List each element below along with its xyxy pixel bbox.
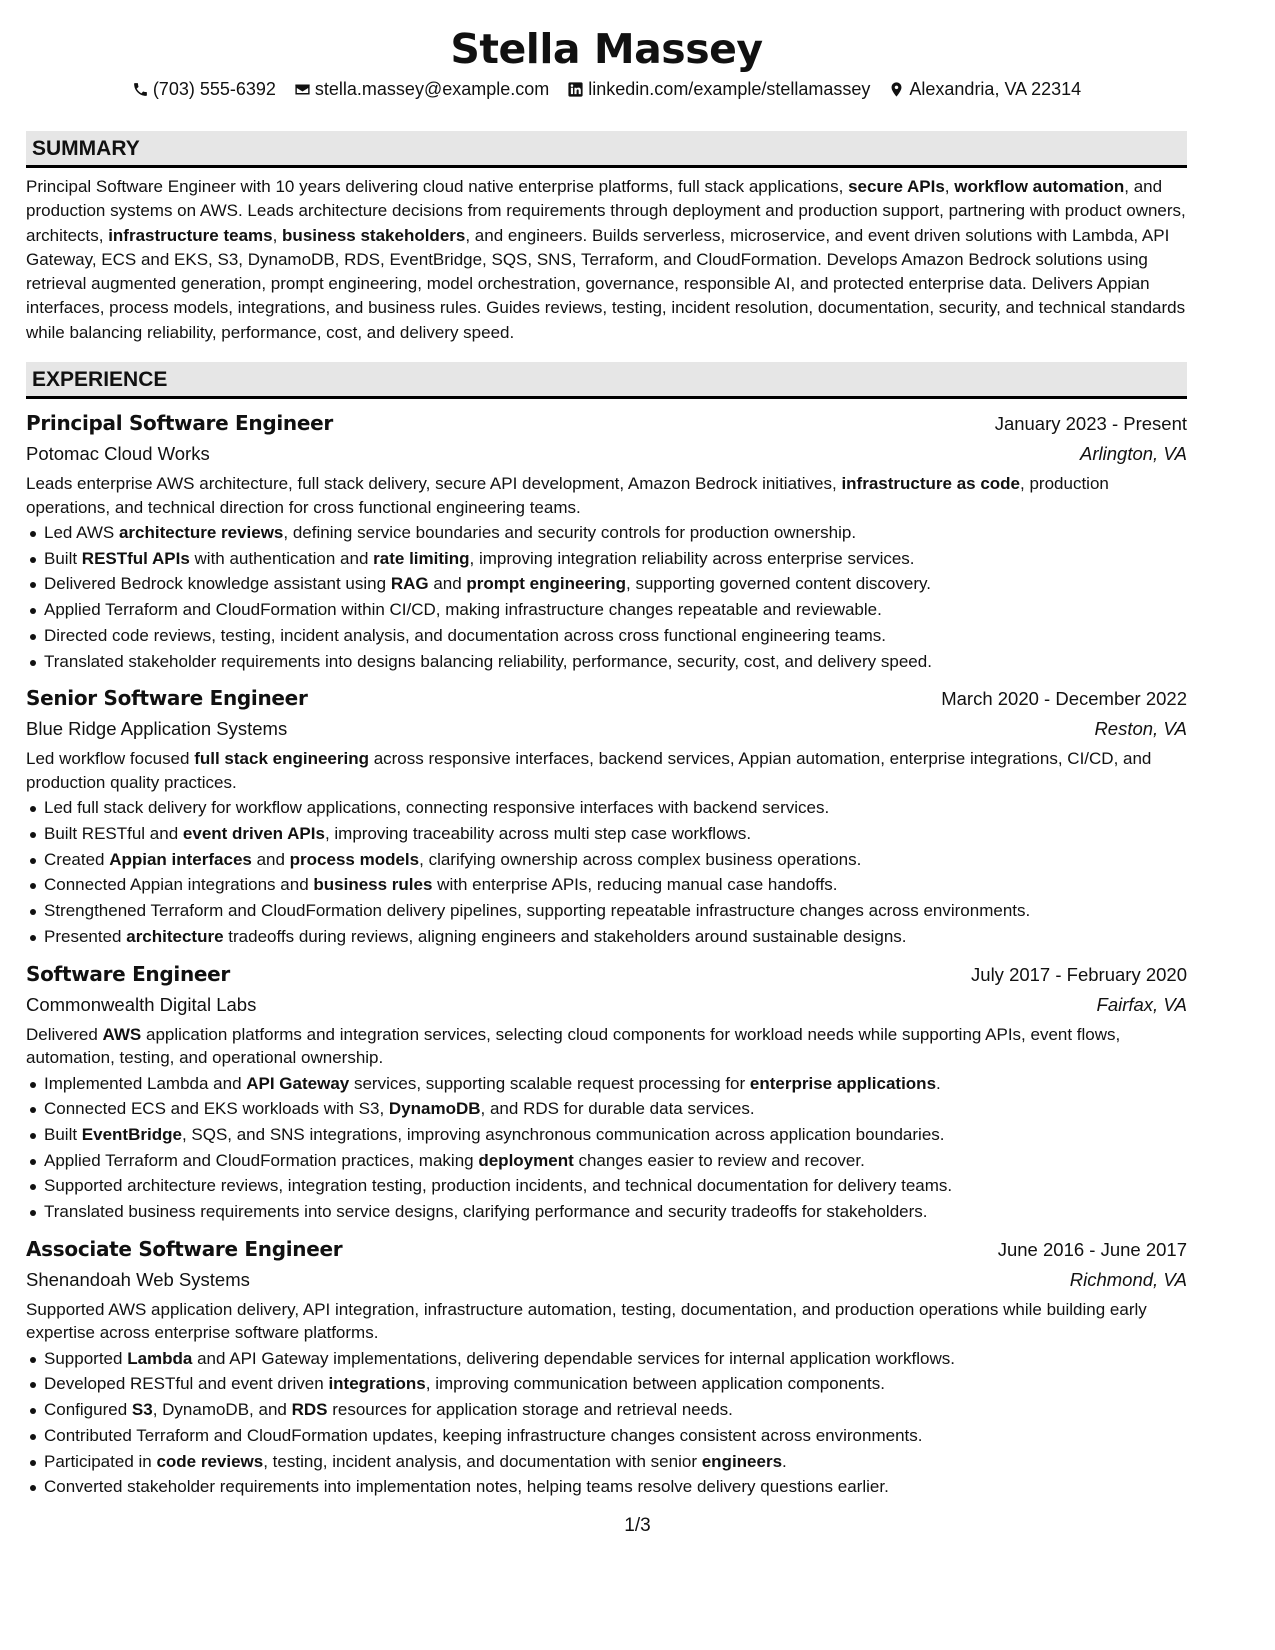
job-title: Principal Software Engineer	[26, 411, 333, 436]
bullet-item: Connected ECS and EKS workloads with S3, DynamoDB, and RDS for durable data services.	[26, 1096, 1187, 1122]
resume-content	[26, 0, 1187, 1500]
email-link[interactable]: stella.massey@example.com	[314, 79, 550, 99]
map-pin-icon	[888, 81, 905, 98]
bullet-item: Applied Terraform and CloudFormation within CI/CD, making infrastructure changes repeatable and reviewable.	[26, 597, 1187, 623]
bullet-item: Directed code reviews, testing, incident analysis, and documentation across cross functional engineering teams.	[26, 623, 1187, 649]
experience-list	[26, 408, 1187, 1500]
job-entry	[26, 683, 1187, 949]
bullet-item: Translated business requirements into service designs, clarifying performance and security tradeoffs for stakeholders.	[26, 1199, 1187, 1225]
bullet-item: Built RESTful APIs with authentication and rate limiting, improving integration reliability across enterprise services.	[26, 546, 1187, 572]
location-text: Alexandria, VA 22314	[909, 79, 1082, 99]
job-bullets	[26, 520, 1187, 674]
job-description: Delivered AWS application platforms and integration services, selecting cloud components for workload needs while supporting APIs, event flows, automation, testing, and operational ownership.	[26, 1024, 1121, 1068]
bullet-item: Participated in code reviews, testing, incident analysis, and documentation with senior engineers.	[26, 1449, 1187, 1475]
contact-email[interactable]	[294, 77, 549, 101]
bullet-item: Led AWS architecture reviews, defining service boundaries and security controls for production ownership.	[26, 520, 1187, 546]
bullet-item: Contributed Terraform and CloudFormation updates, keeping infrastructure changes consistent across environments.	[26, 1423, 1187, 1449]
bullet-item: Configured S3, DynamoDB, and RDS resources for application storage and retrieval needs.	[26, 1397, 1187, 1423]
phone-text: (703) 555-6392	[152, 79, 276, 99]
contact-bar	[26, 77, 1187, 101]
job-location: Fairfax, VA	[1096, 993, 1187, 1015]
job-location: Reston, VA	[1094, 718, 1187, 740]
contact-phone	[132, 77, 276, 101]
job-company: Shenandoah Web Systems	[26, 1268, 250, 1290]
job-company-row	[26, 990, 1187, 1020]
contact-linkedin[interactable]	[567, 77, 870, 101]
phone-icon	[132, 81, 149, 98]
job-company: Commonwealth Digital Labs	[26, 993, 257, 1015]
linkedin-link[interactable]: linkedin.com/example/stellamassey	[588, 79, 871, 99]
summary-text: Principal Software Engineer with 10 years delivering cloud native enterprise platforms, full stack applications, secure APIs, workflow automation, and production systems on AWS. Leads architecture decisions from requirements through deployment and production support, partnering with product owners, architects, infrastructure teams, business stakeholders, and engineers. Builds serverless, microservice, and event driven solutions with Lambda, API Gateway, ECS and EKS, S3, DynamoDB, RDS, EventBridge, SQS, SNS, Terraform, and CloudFormation. Develops Amazon Bedrock solutions using retrieval augmented generation, prompt engineering, model orchestration, governance, responsible AI, and protected enterprise data. Delivers Appian interfaces, process models, integrations, and business rules. Guides reviews, testing, incident resolution, documentation, security, and technical standards while balancing reliability, performance, cost, and delivery speed.	[26, 177, 1186, 342]
job-bullets	[26, 795, 1187, 949]
contact-location	[888, 77, 1081, 101]
job-description: Led workflow focused full stack engineering across responsive interfaces, backend services, Appian automation, enterprise integrations, CI/CD, and production quality practices.	[26, 749, 1152, 792]
job-description: Supported AWS application delivery, API integration, infrastructure automation, testing, documentation, and production operations while building early expertise across enterprise software platforms.	[26, 1299, 1147, 1343]
job-dates: July 2017 - February 2020	[971, 963, 1187, 985]
job-bullets	[26, 1346, 1187, 1500]
bullet-item: Implemented Lambda and API Gateway services, supporting scalable request processing for enterprise applications.	[26, 1071, 1187, 1097]
bullet-item: Converted stakeholder requirements into implementation notes, helping teams resolve delivery questions earlier.	[26, 1474, 1187, 1500]
bullet-item: Built RESTful and event driven APIs, improving traceability across multi step case workflows.	[26, 821, 1187, 847]
summary-heading: SUMMARY	[26, 131, 1187, 168]
job-title-row	[26, 408, 1187, 439]
job-location: Richmond, VA	[1069, 1268, 1187, 1290]
candidate-name: Stella Massey	[450, 25, 763, 73]
job-company-row	[26, 1265, 1187, 1295]
linkedin-icon	[567, 81, 584, 98]
bullet-item: Applied Terraform and CloudFormation practices, making deployment changes easier to review and recover.	[26, 1148, 1187, 1174]
job-title-row	[26, 683, 1187, 714]
job-title-row	[26, 1234, 1187, 1265]
job-company-row	[26, 714, 1187, 744]
experience-heading: EXPERIENCE	[26, 362, 1187, 399]
job-title: Senior Software Engineer	[26, 686, 308, 711]
bullet-item: Presented architecture tradeoffs during reviews, aligning engineers and stakeholders around sustainable designs.	[26, 924, 1187, 950]
job-entry	[26, 408, 1187, 674]
bullet-item: Led full stack delivery for workflow applications, connecting responsive interfaces with backend services.	[26, 795, 1187, 821]
job-title: Software Engineer	[26, 961, 230, 986]
job-company-row	[26, 439, 1187, 469]
job-title-row	[26, 959, 1187, 990]
job-description: Leads enterprise AWS architecture, full stack delivery, secure API development, Amazon Bedrock initiatives, infrastructure as code, production operations, and technical direction for cross functional engineering teams.	[26, 474, 1109, 517]
job-dates: June 2016 - June 2017	[997, 1238, 1187, 1260]
job-company: Blue Ridge Application Systems	[26, 718, 288, 740]
job-dates: January 2023 - Present	[994, 413, 1187, 435]
bullet-item: Connected Appian integrations and business rules with enterprise APIs, reducing manual case handoffs.	[26, 872, 1187, 898]
job-company: Potomac Cloud Works	[26, 443, 210, 465]
job-entry	[26, 959, 1187, 1225]
job-title: Associate Software Engineer	[26, 1236, 343, 1261]
bullet-item: Translated stakeholder requirements into designs balancing reliability, performance, security, cost, and delivery speed.	[26, 649, 1187, 675]
bullet-item: Supported Lambda and API Gateway implementations, delivering dependable services for internal application workflows.	[26, 1346, 1187, 1372]
bullet-item: Built EventBridge, SQS, and SNS integrations, improving asynchronous communication across application boundaries.	[26, 1122, 1187, 1148]
bullet-item: Supported architecture reviews, integration testing, production incidents, and technical documentation for delivery teams.	[26, 1173, 1187, 1199]
envelope-icon	[294, 81, 311, 98]
job-entry	[26, 1234, 1187, 1500]
job-location: Arlington, VA	[1080, 443, 1187, 465]
bullet-item: Developed RESTful and event driven integrations, improving communication between application components.	[26, 1371, 1187, 1397]
job-dates: March 2020 - December 2022	[941, 688, 1187, 710]
page-number: 1/3	[624, 1515, 651, 1536]
bullet-item: Strengthened Terraform and CloudFormation delivery pipelines, supporting repeatable infrastructure changes across environments.	[26, 898, 1187, 924]
bullet-item: Created Appian interfaces and process models, clarifying ownership across complex business operations.	[26, 847, 1187, 873]
job-bullets	[26, 1071, 1187, 1225]
bullet-item: Delivered Bedrock knowledge assistant using RAG and prompt engineering, supporting governed content discovery.	[26, 571, 1187, 597]
